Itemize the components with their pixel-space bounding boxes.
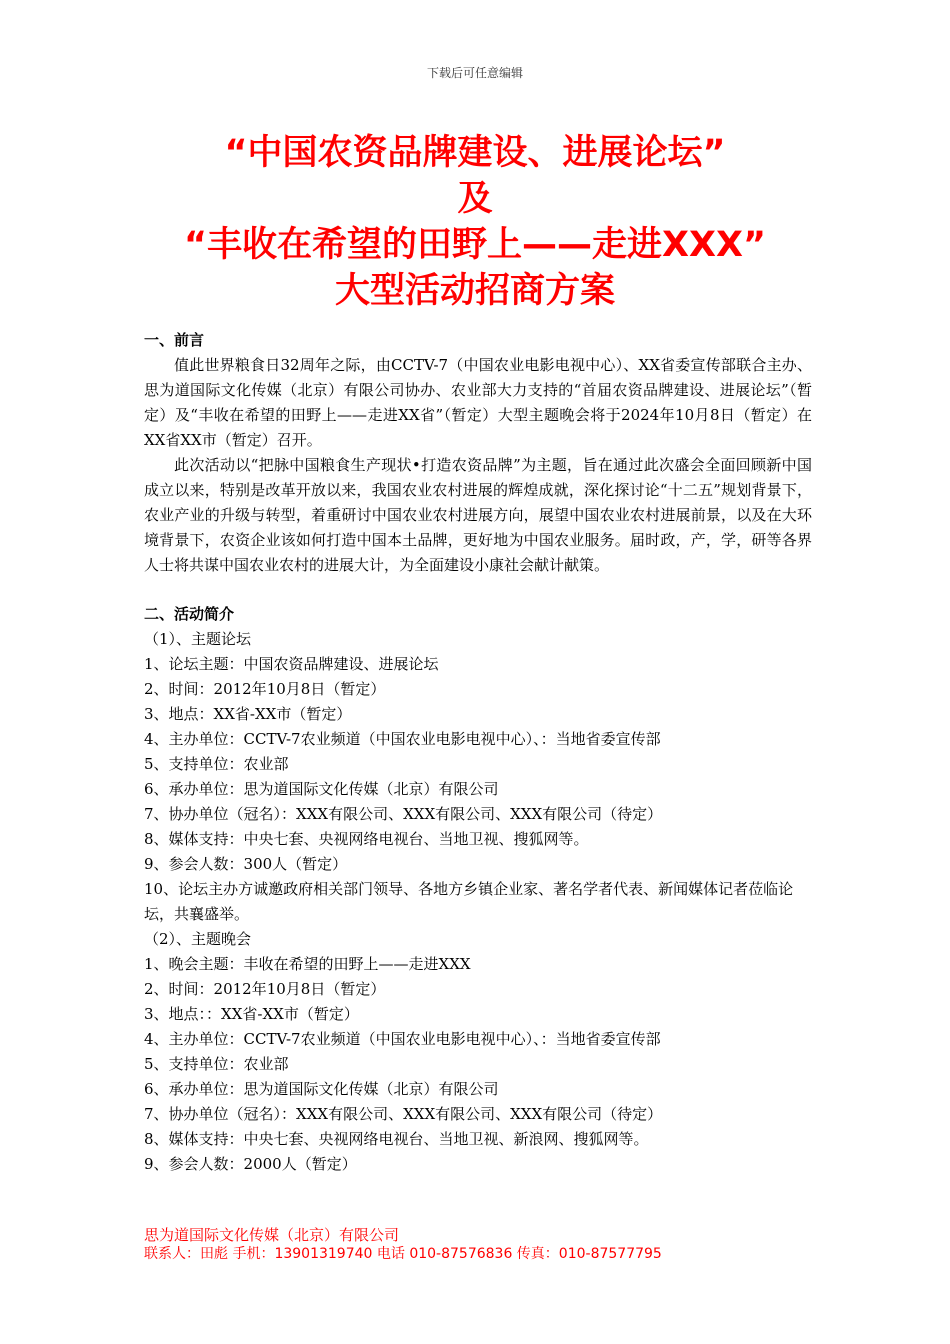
gala-item: 9、参会人数：2000人（暂定） [144,1155,357,1173]
gala-item: 3、地点：：XX省-XX市（暂定） [144,1005,359,1023]
gala-item: 8、媒体支持：中央七套、央视网络电视台、当地卫视、新浪网、搜狐网等。 [144,1130,649,1148]
forum-item: 4、主办单位：CCTV-7农业频道（中国农业电影电视中心）、：当地省委宣传部 [144,730,661,748]
title-line: 及 [457,179,493,219]
preface-paragraph: 值此世界粮食日32周年之际，由CCTV-7（中国农业电影电视中心）、XX省委宣传部联合主办、思为道国际文化传媒（北京）有限公司协办、农业部大力支持的“首届农资品牌建设、进展论坛”（暂定）及“丰收在希望的田野上——走进XX省”（暂定）大型主题晚会将于2024年10月8日（暂定）在XX省XX市（暂定）召开。 [144,356,812,449]
page-header: 下载后可任意编辑 [426,66,523,80]
subsection-heading-gala: （2）、主题晚会 [144,930,252,948]
gala-item: 5、支持单位：农业部 [144,1055,289,1073]
footer-contact: 联系人：田彪 手机：13901319740 电话 010-87576836 传真：010-87577795 [144,1246,662,1262]
gala-item: 1、晚会主题：丰收在希望的田野上——走进XXX [144,955,471,973]
section-heading-preface: 一、前言 [144,331,205,349]
gala-item: 6、承办单位：思为道国际文化传媒（北京）有限公司 [144,1080,499,1098]
gala-item: 2、时间：2012年10月8日（暂定） [144,980,386,998]
spacer [144,578,812,602]
forum-item: 10、论坛主办方诚邀政府相关部门领导、各地方乡镇企业家、著名学者代表、新闻媒体记者莅临论坛，共襄盛举。 [144,880,794,923]
forum-item: 2、时间：2012年10月8日（暂定） [144,680,386,698]
forum-item: 8、媒体支持：中央七套、央视网络电视台、当地卫视、搜狐网等。 [144,830,589,848]
section-heading-intro: 二、活动简介 [144,605,235,623]
document-title [0,130,950,314]
title-line: 大型活动招商方案 [334,271,615,311]
page-footer [144,1226,662,1264]
footer-company: 思为道国际文化传媒（北京）有限公司 [144,1226,400,1244]
forum-item: 6、承办单位：思为道国际文化传媒（北京）有限公司 [144,780,499,798]
title-line: “中国农资品牌建设、进展论坛” [224,133,726,173]
gala-item: 7、协办单位（冠名）：XXX有限公司、XXX有限公司、XXX有限公司（待定） [144,1105,663,1123]
gala-item: 4、主办单位：CCTV-7农业频道（中国农业电影电视中心）、：当地省委宣传部 [144,1030,661,1048]
document-body [144,328,812,1177]
subsection-heading-forum: （1）、主题论坛 [144,630,252,648]
forum-item: 7、协办单位（冠名）：XXX有限公司、XXX有限公司、XXX有限公司（待定） [144,805,663,823]
forum-item: 3、地点：XX省-XX市（暂定） [144,705,352,723]
forum-item: 9、参会人数：300人（暂定） [144,855,348,873]
title-line: “丰收在希望的田野上——走进XXX” [184,225,766,265]
preface-paragraph: 此次活动以“把脉中国粮食生产现状•打造农资品牌”为主题，旨在通过此次盛会全面回顾新中国成立以来，特别是改革开放以来，我国农业农村进展的辉煌成就，深化探讨论“十二五”规划背景下，农业产业的升级与转型，着重研讨中国农业农村进展方向，展望中国农业农村进展前景，以及在大环境背景下，农资企业该如何打造中国本土品牌，更好地为中国农业服务。届时政，产，学，研等各界人士将共谋中国农业农村的进展大计，为全面建设小康社会献计献策。 [144,456,812,574]
forum-item: 5、支持单位：农业部 [144,755,289,773]
forum-item: 1、论坛主题：中国农资品牌建设、进展论坛 [144,655,439,673]
